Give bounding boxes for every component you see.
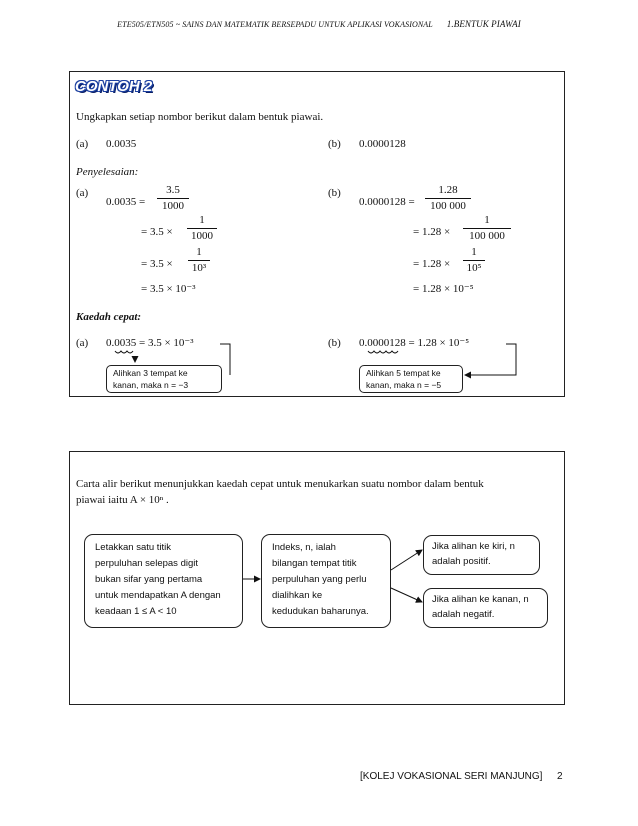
step1-line: Letakkan satu titik: [95, 542, 172, 553]
number-b: 0.0000128: [359, 138, 406, 150]
connector-b: [465, 344, 516, 375]
a-step4: = 3.5 × 10⁻³: [141, 283, 196, 295]
example-box: [69, 71, 565, 397]
step2-line: perpuluhan yang perlu: [272, 574, 367, 585]
note-b: [359, 365, 463, 393]
course-title: ETE505/ETN505 ~ SAINS DAN MATEMATIK BERSEPADU UNTUK APLIKASI VOKASIONAL: [117, 20, 433, 29]
note-b-line2: kanan, maka n = −5: [366, 380, 442, 390]
quick-b-equation: 0.0000128 = 1.28 × 10⁻⁵: [359, 337, 470, 349]
b-step2-denominator: 100 000: [469, 230, 505, 242]
flow-step-index: [261, 534, 391, 628]
a-step3-denominator: 10³: [191, 262, 207, 274]
step1-line: untuk mendapatkan A dengan: [95, 590, 221, 601]
page-header: [0, 19, 638, 29]
right-case-line: Jika alihan ke kanan, n: [432, 594, 529, 605]
a-step2-numerator: 1: [187, 215, 217, 229]
quick-a-equation: 0.0035 = 3.5 × 10⁻³: [106, 337, 194, 349]
connector-a: [220, 344, 230, 367]
hop-arc-a: [115, 351, 133, 353]
left-case-line: adalah positif.: [432, 556, 491, 567]
b-step3-lhs: = 1.28 ×: [413, 258, 451, 270]
solution-a-label: (a): [76, 187, 89, 199]
chapter-title: 1.BENTUK PIAWAI: [446, 19, 521, 29]
label-b: (b): [328, 138, 341, 150]
a-step3-numerator: 1: [188, 247, 210, 261]
hop-arc-b: [368, 351, 398, 353]
quick-method-arrows: [70, 72, 564, 396]
note-a-line1: Alihkan 3 tempat ke: [113, 368, 188, 378]
right-case-line: adalah negatif.: [432, 609, 495, 620]
a-step3-lhs: = 3.5 ×: [141, 258, 173, 270]
label-a: (a): [76, 138, 89, 150]
flowchart-intro-line2: piawai iaitu A × 10ⁿ .: [76, 494, 169, 506]
quick-method-label: Kaedah cepat:: [76, 311, 142, 323]
b-step4: = 1.28 × 10⁻⁵: [413, 283, 474, 295]
flowchart-box: [69, 451, 565, 705]
step2-line: Indeks, n, ialah: [272, 542, 336, 553]
number-a: 0.0035: [106, 138, 137, 150]
step2-line: dialihkan ke: [272, 590, 323, 601]
a-step2-denominator: 1000: [191, 230, 213, 242]
b-step1-denominator: 100 000: [430, 200, 466, 212]
footer-school: [KOLEJ VOKASIONAL SERI MANJUNG]: [360, 771, 543, 782]
step2-line: bilangan tempat titik: [272, 558, 357, 569]
arrow-to-left-case: [391, 550, 422, 570]
left-case-line: Jika alihan ke kiri, n: [432, 541, 515, 552]
flow-case-left: [423, 535, 540, 575]
a-step1-lhs: 0.0035 =: [106, 196, 146, 208]
flow-case-right: [423, 588, 548, 628]
b-step3-numerator: 1: [463, 247, 485, 261]
solution-b-label: (b): [328, 187, 341, 199]
step1-line: perpuluhan selepas digit: [95, 558, 198, 569]
instruction-text: Ungkapkan setiap nombor berikut dalam bentuk piawai.: [76, 111, 324, 123]
solution-label: Penyelesaian:: [76, 166, 139, 178]
note-a-line2: kanan, maka n = −3: [113, 380, 189, 390]
b-step3-denominator: 10⁵: [466, 262, 482, 274]
quick-b-label: (b): [328, 337, 341, 349]
note-b-line1: Alihkan 5 tempat ke: [366, 368, 441, 378]
a-step1-denominator: 1000: [162, 200, 184, 212]
b-step2-numerator: 1: [463, 215, 511, 229]
note-a: [106, 365, 222, 393]
flow-step-decimal-point: [84, 534, 243, 628]
step1-line: bukan sifar yang pertama: [95, 574, 203, 585]
b-step2-lhs: = 1.28 ×: [413, 226, 451, 238]
step2-line: kedudukan baharunya.: [272, 606, 369, 617]
step1-line: keadaan 1 ≤ A < 10: [95, 606, 177, 617]
quick-a-label: (a): [76, 337, 89, 349]
page-number: 2: [557, 771, 563, 782]
flowchart-intro-line1: Carta alir berikut menunjukkan kaedah cepat untuk menukarkan suatu nombor dalam bentuk: [76, 478, 484, 490]
arrow-to-right-case: [391, 588, 422, 602]
a-step1-numerator: 3.5: [157, 185, 189, 199]
b-step1-lhs: 0.0000128 =: [359, 196, 415, 208]
a-step2-lhs: = 3.5 ×: [141, 226, 173, 238]
example-title: CONTOH 2: [75, 78, 153, 95]
b-step1-numerator: 1.28: [425, 185, 471, 199]
